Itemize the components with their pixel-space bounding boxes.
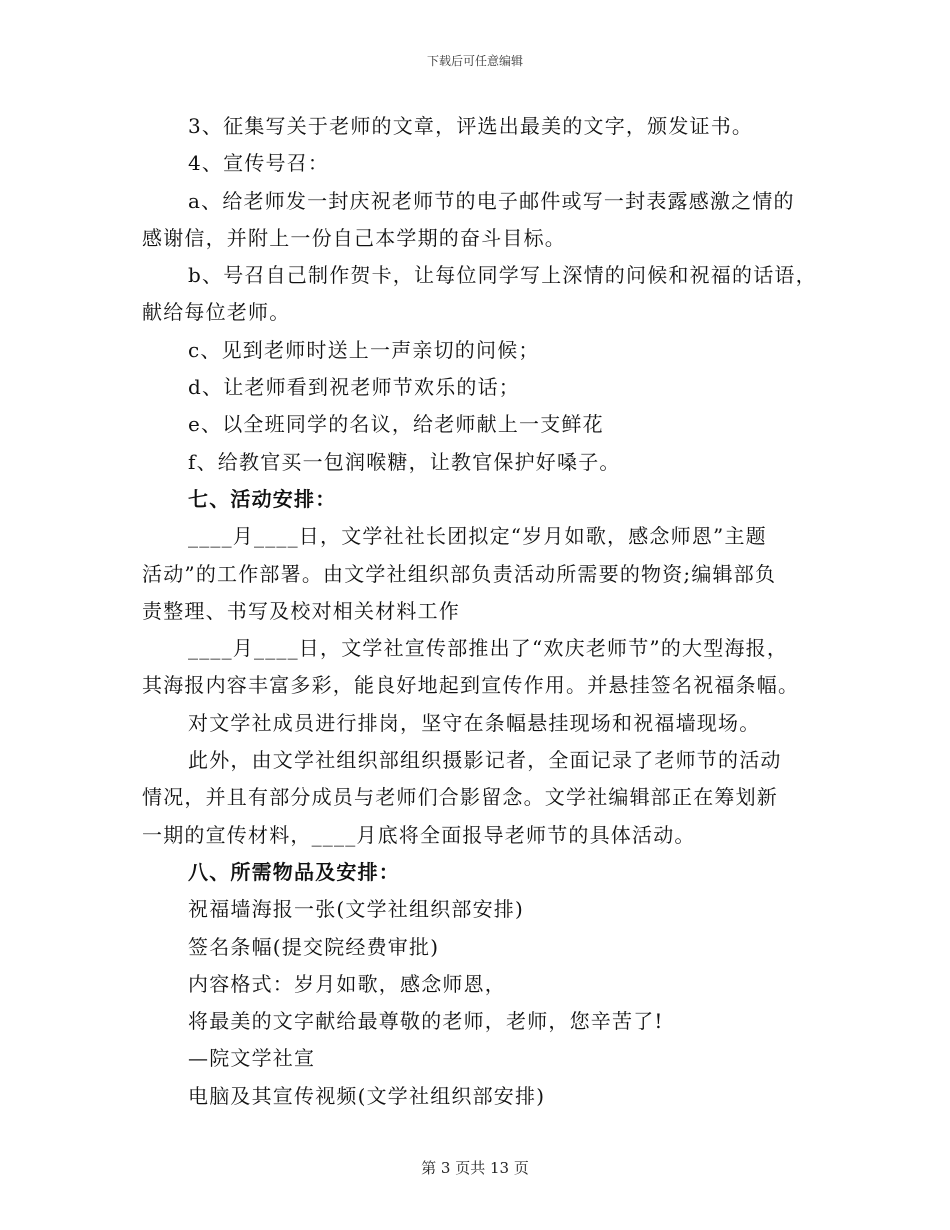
paragraph-line: e、以全班同学的名议，给老师献上一支鲜花 [188, 412, 604, 437]
paragraph-line: a、给老师发一封庆祝老师节的电子邮件或写一封表露感激之情的 [188, 188, 795, 213]
paragraph-line: 情况，并且有部分成员与老师们合影留念。文学社编辑部正在筹划新 [142, 785, 778, 810]
paragraph-line: 4、宣传号召： [188, 151, 330, 176]
paragraph-line: b、号召自己制作贺卡，让每位同学写上深情的问候和祝福的话语， [188, 263, 817, 288]
paragraph-line: —院文学社宣 [188, 1046, 316, 1071]
paragraph-line: ____月____日，文学社社长团拟定“岁月如歌，感念师恩”主题 [188, 524, 767, 549]
paragraph-line: c、见到老师时送上一声亲切的问候； [188, 337, 540, 362]
paragraph-line: 其海报内容丰富多彩，能良好地起到宣传作用。并悬挂签名祝福条幅。 [142, 673, 800, 698]
paragraph-line: 责整理、书写及校对相关材料工作 [142, 598, 460, 623]
paragraph-line: d、让老师看到祝老师节欢乐的话； [188, 375, 521, 400]
paragraph-line: 一期的宣传材料，____月底将全面报导老师节的具体活动。 [142, 822, 696, 847]
paragraph-line: 3、征集写关于老师的文章，评选出最美的文字，颁发证书。 [188, 114, 754, 138]
paragraph-line: 献给每位老师。 [142, 300, 291, 325]
section-heading: 七、活动安排： [188, 486, 337, 511]
page-footer: 第 3 页共 13 页 [421, 1159, 529, 1177]
paragraph-line: 对文学社成员进行排岗，坚守在条幅悬挂现场和祝福墙现场。 [188, 710, 761, 735]
paragraph-line: 内容格式：岁月如歌，感念师恩， [188, 971, 506, 996]
paragraph-line: 将最美的文字献给最尊敬的老师，老师，您辛苦了! [188, 1009, 664, 1034]
section-heading: 八、所需物品及安排： [188, 859, 400, 884]
paragraph-line: f、给教官买一包润喉糖，让教官保护好嗓子。 [188, 449, 621, 474]
paragraph-line: 感谢信，并附上一份自己本学期的奋斗目标。 [142, 225, 566, 250]
paragraph-line: ____月____日，文学社宣传部推出了“欢庆老师节”的大型海报， [188, 636, 789, 661]
document-body [142, 108, 822, 1115]
paragraph-line: 活动”的工作部署。由文学社组织部负责活动所需要的物资;编辑部负 [142, 561, 777, 586]
paragraph-line: 此外，由文学社组织部组织摄影记者，全面记录了老师节的活动 [188, 748, 782, 773]
paragraph-line: 电脑及其宣传视频(文学社组织部安排) [188, 1083, 546, 1108]
page-header: 下载后可任意编辑 [426, 54, 523, 68]
paragraph-line: 签名条幅(提交院经费审批) [188, 934, 440, 959]
paragraph-line: 祝福墙海报一张(文学社组织部安排) [188, 897, 525, 922]
